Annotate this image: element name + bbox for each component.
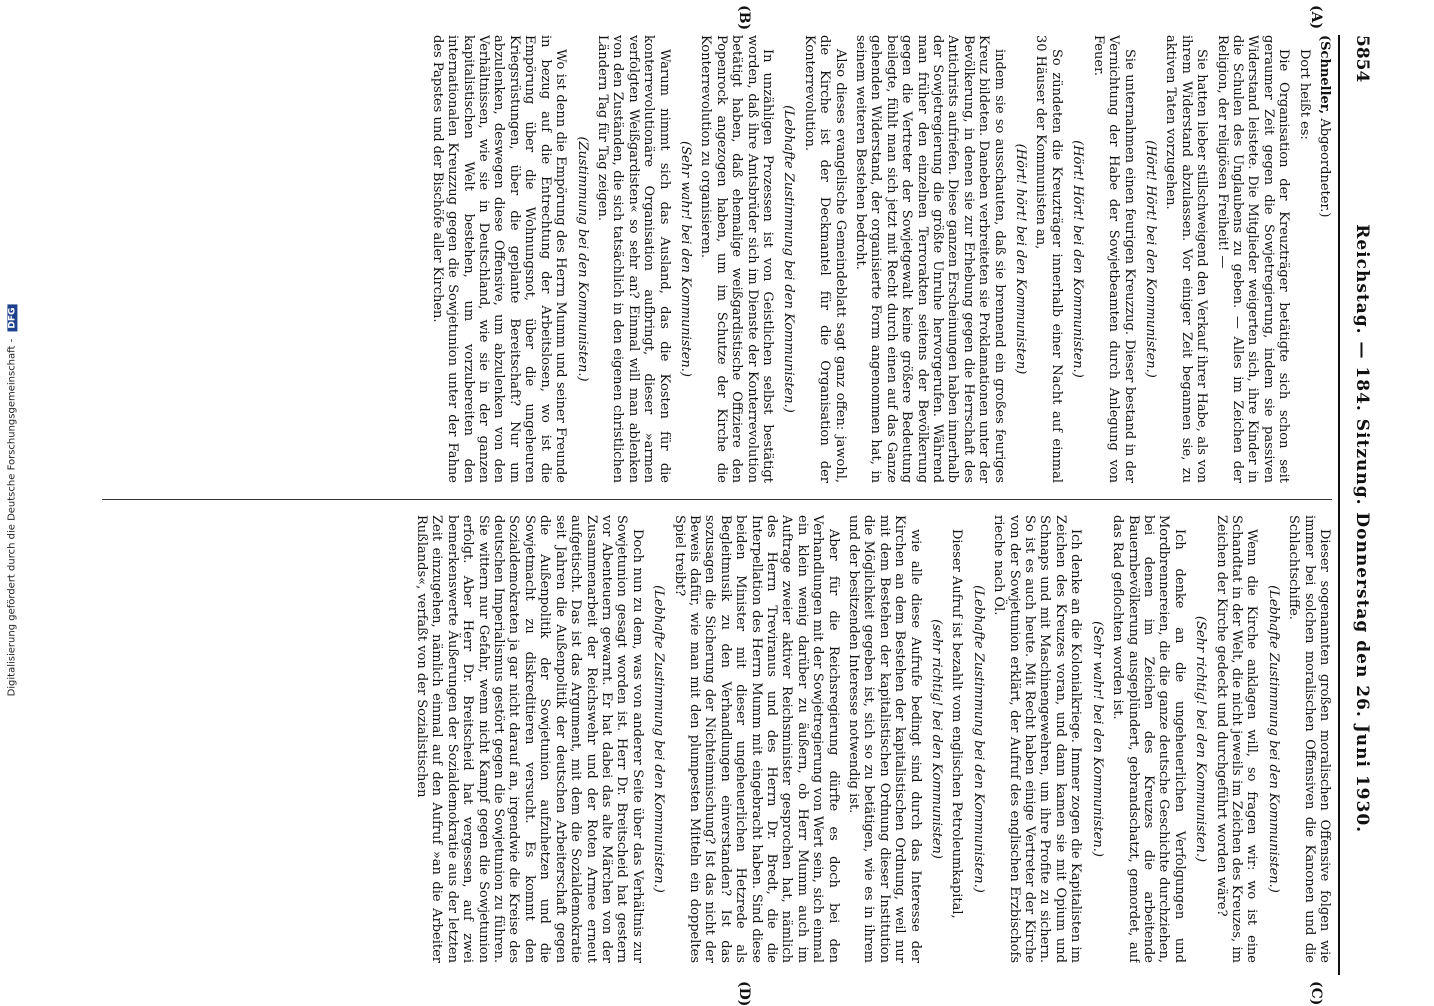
paragraph: Aber für die Reichsregierung dürfte es doch bei den Verhandlungen mit der Sowjetregierung von Wert sein, sich einmal ein klein wenig darüber zu äußern, ob Herr Mumm auch im Auftrage zweier aktiver Reichsminister gesprochen hat, nämlich des Herrn Treviranus und des Herrn Dr. Bredt, die die Interpellation des Herrn Mumm mit eingebracht haben. Sind diese beiden Minister mit dieser ungeheuerlichen Hetzrede als Begleitmusik zu den Verhandlungen einverstanden? Ist das sozusagen die Sicherung der Nichteinmischung? Ist das nicht der Beweis dafür, wie man mit den plumpesten Mitteln ein doppeltes Spiel treibt? [671,515,841,963]
paragraph: Dort heißt es: [1296,49,1312,140]
margin-mark-b: (B) [736,5,752,31]
paragraph: indem sie so ausschauten, daß sie brennend ein großes feuriges Kreuz bildeten. Daneben verbreiteten sie Proklamationen unter der Bevölkerung, in denen sie zur Erhebung gegen die Herrschaft des Antichrists aufriefen. Diese ganzen Erscheinungen haben innerhalb der Sowjetregierung die größte Unruhe hervorgerufen. Während man früher den einzelnen Terrorakten seitens der Bevölkerung gegen die Vertreter der Sowjetgewalt keine größere Bedeutung beilegte, fühlt man sich jetzt mit Recht durch einen auf das Ganze gehenden Widerstand, der organisierte Form angenommen hat, in seinem weiteren Bestehen bedroht. [853,35,1007,483]
digitization-note-text: Digitalisierung gefördert durch die Deutsche Forschungsgemeinschaft - [6,338,18,696]
paragraph: Sie hatten lieber stillschweigend den Verkauf ihrer Habe, als von ihrem Widerstand abzulassen. Vor einiger Zeit begannen sie, zu aktiven Taten vorzugehen. [1163,35,1210,483]
page-title: Reichstag. — 184. Sitzung. Donnerstag den 26. Juni 1930. [1352,224,1372,834]
margin-mark-c: (C) [1308,981,1324,1006]
margin-mark-d: (D) [736,981,752,1006]
scanned-page [82,5,1372,1006]
paragraph: (Hört! Hört! bei den Kommunisten.) [1070,140,1086,378]
left-paragraphs [429,35,1311,483]
header-rule [1338,35,1340,975]
paragraph: Wenn die Kirche anklagen will, so fragen wir: wo ist eine Schandtat in der Welt, die nicht jeweils im Zeichen des Kreuzes, im Zeichen der Kirche gedeckt und durchgeführt worden wäre? [1213,515,1260,963]
dfg-logo: DFG [8,304,18,331]
page-number: 5854 [1352,35,1372,83]
paragraph: (Lebhafte Zustimmung bei den Kommunisten.) [1265,585,1281,893]
paragraph: Wo ist denn die Empörung des Herrn Mumm und seiner Freunde in bezug auf die Entrechtung der Arbeitslosen, wo ist die Empörung über die Wohnungsnot, über die ungeheuren Kriegsrüstungen, über die geplante Bereitschaft? Nur um abzulenken, deswegen diese Offensive, um abzulenken von den Verhältnissen, wie sie in Deutschland, wie sie in der ganzen kapitalistischen Welt bestehen, um vorzubereiten den internationalen Kreuzzug gegen die Sowjetunion unter der Fahne des Papstes und der Bischöfe aller Kirchen. [429,35,569,483]
paragraph: Ich denke an die Kolonialkriege. Immer zogen die Kapitalisten im Zeichen des Kreuzes voran, und dann kamen sie mit Opium und Schnaps und mit Maschinengewehren, um ihre Profite zu sichern. So ist es auch heute. Mit Recht haben einige Vertreter der Kirche von der Sowjetunion erklärt, der Aufruf des englischen Erzbischofs rieche nach Öl. [991,515,1084,963]
paragraph: Die Organisation der Kreuzträger betätigte sich schon seit geraumer Zeit gegen die Sowjetregierung, indem sie passiven Widerstand leistete. Die Mitglieder weigerten sich, ihre Kinder in die Schulen des Unglaubens zu geben. — Alles im Zeichen der Religion, der religiösen Freiheit! — [1214,35,1292,483]
paragraph: (Lebhafte Zustimmung bei den Kommunisten.) [970,585,986,893]
paragraph: (Hört! Hört! bei den Kommunisten.) [1142,140,1158,378]
paragraph: (Sehr wahr! bei den Kommunisten.) [677,141,693,377]
paragraph: In unzähligen Prozessen ist von Geistlichen selbst bestätigt worden, daß ihre Amtsbrüder sich im Dienste der Konterrevolution betätigt haben, daß ehemalige weißgardistische Offiziere den Popenrock angezogen haben, um im Schutze der Kirche die Konterrevolution zu organisieren. [698,35,775,483]
left-column [82,35,1332,483]
digitization-note [0,0,24,1000]
column-divider [102,499,1332,500]
paragraph: Also dieses evangelische Gemeindeblatt sagt ganz offen: jawohl, die Kirche ist der Deckmantel für die Organisation der Konterrevolution. [801,35,848,483]
paragraph: So zündeten die Kreuzträger innerhalb einer Nacht auf einmal 30 Häuser der Kommunisten an, [1033,35,1064,483]
paragraph: (Zustimmung bei den Kommunisten.) [574,136,590,382]
paragraph: Sie unternahmen einen feurigen Kreuzzug. Dieser bestand in der Vernichtung der Habe der Sowjetbeamten durch Anlegung von Feuer. [1090,35,1137,483]
paragraph: (Hört! hört! bei den Kommunisten) [1013,143,1029,375]
margin-mark-a: (A) [1308,5,1324,30]
page-header [1342,35,1372,975]
right-column [82,515,1332,963]
paragraph: (Lebhafte Zustimmung bei den Kommunisten.) [651,585,667,893]
paragraph: Warum nimmt sich das Ausland, das die Kosten für die konterrevolutionäre Organisation aufbringt, dieser »armen verfolgten Weißgardisten« so sehr an? Einmal will man ablenken von den Zuständen, die sich tatsächlich in den eigenen christlichen Ländern Tag für Tag zeigen. [594,35,672,483]
paragraph: (Sehr wahr! bei den Kommunisten.) [1089,621,1105,857]
paragraph: Dieser sogenannten großen moralischen Offensive folgen wie immer bei solchen moralischen Offensiven die Kanonen und die Schlachtschiffe. [1286,515,1332,963]
paragraph: (sehr richtig! bei den Kommunisten) [929,619,945,859]
paragraph: Doch nun zu dem, was von anderer Seite über das Verhältnis zur Sowjetunion gesagt worden ist. Herr Dr. Breitscheid hat gestern vor Abenteuern gewarnt. Er hat dabei das alte Märchen von der Zusammenarbeit der Reichswehr und der Roten Armee erneut aufgetischt. Das ist das Argument, mit dem die Sozialdemokratie seit Jahren die Außenpolitik der deutschen Arbeiterschaft gegen die Außenpolitik der Sowjetunion aufzuhetzen und die Sowjetmacht zu diskreditieren versucht. Es kommt den Sozialdemokraten ja gar nicht darauf an, irgendwie die Kreise des deutschen Imperialismus gestört gegen die Sowjetunion zu führen. Sie wittern nur Gefahr, wenn nicht Kampf gegen die Sowjetunion erfolgt. Aber Herr Dr. Breitscheid hat vergessen, auf zwei bemerkenswerte Äußerungen der Sozialdemokratie aus der letzten Zeit einzugehen, nämlich einmal auf den Aufruf »an die Arbeiter Rußlands«, verfaßt von der Sozialistischen [414,515,645,963]
paragraph: (Sehr richtig! bei den Kommunisten.) [1193,615,1209,863]
paragraph: wie alle diese Aufrufe bedingt sind durch das Interesse der Kirchen an dem Bestehen der kapitalistischen Ordnung, weil nur mit dem Bestehen der kapitalistischen Ordnung dieser Institution die Möglichkeit gegeben ist, sich so zu betätigen, wie es in ihrem und der besitzenden Interesse notwendig ist. [846,515,923,963]
paragraph: Dieser Aufruf ist bezahlt vom englischen Petroleumkapital, [949,529,965,919]
speaker-name: (Schneller, [1317,35,1332,115]
right-paragraphs [414,515,1332,963]
speaker-role: Abgeordneter.) [1317,118,1332,218]
paragraph: Ich denke an die ungeheuerlichen Verfolgungen und Mordbrennereien, die die ganze deutsche Geschichte durchziehen, bei denen im Zeichen des Kreuzes die arbeitende Bauernbevölkerung ausgeplündert, gebrandschatzt, gemordet, auf das Rad geflochten worden ist. [1110,515,1187,963]
speaker-line [1317,35,1332,483]
paragraph: (Lebhafte Zustimmung bei den Kommunisten.) [781,105,797,413]
